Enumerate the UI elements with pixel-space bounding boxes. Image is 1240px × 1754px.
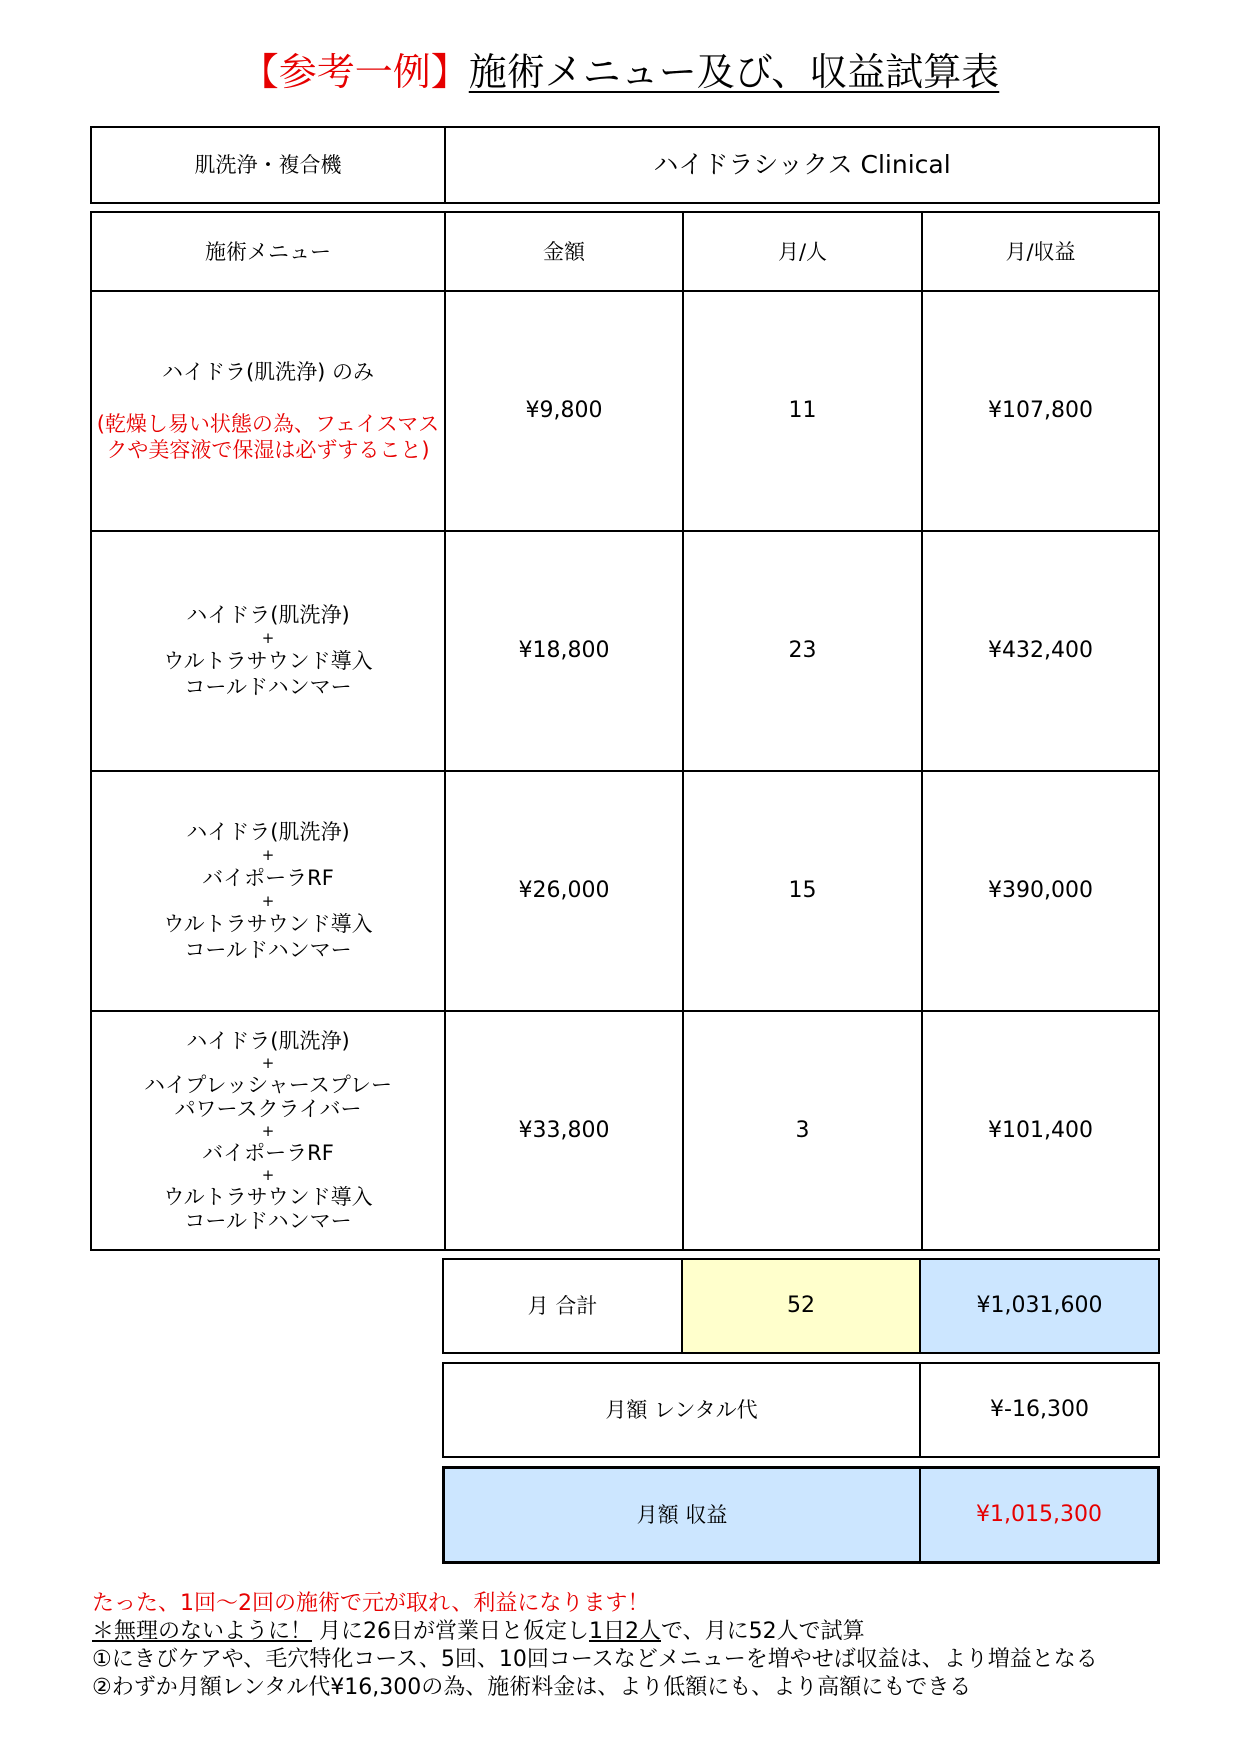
row2-price: ¥18,800 — [518, 638, 610, 663]
profit-label: 月額 収益 — [636, 1503, 728, 1527]
rental-label: 月額 レンタル代 — [605, 1398, 758, 1422]
total-revenue: ¥1,031,600 — [921, 1260, 1158, 1352]
note-line3: ①にきびケアや、毛穴特化コース、5回、10回コースなどメニューを増やせば収益は、より増益となる — [92, 1647, 1098, 1672]
rental-value: ¥-16,300 — [990, 1397, 1089, 1422]
column-header-per-month: 月/人 — [777, 239, 828, 264]
row1-menu-cell — [92, 292, 444, 530]
monthly-profit-table — [442, 1466, 1160, 1564]
row3-price: ¥26,000 — [518, 878, 610, 903]
title-main: 施術メニュー及び、収益試算表 — [468, 50, 1000, 94]
total-label: 月 合計 — [527, 1294, 598, 1318]
row1-note-line1: (乾燥し易い状態の為、フェイスマス — [96, 412, 440, 436]
row4-count: 3 — [795, 1117, 810, 1143]
row4-menu-cell: ハイドラ(肌洗浄) + ハイプレッシャースプレー パワースクライバー + バイポーラRF + ウルトラサウンド導入 コールドハンマー — [143, 1028, 392, 1233]
row1-price: ¥9,800 — [525, 398, 603, 423]
row4-price: ¥33,800 — [518, 1117, 610, 1143]
page-title — [0, 42, 1240, 102]
category-label: 肌洗浄・複合機 — [194, 153, 342, 177]
rental-fee-table — [442, 1362, 1160, 1458]
note-line2: ＊無理のないように！ 月に26日が営業日と仮定し1日2人で、月に52人で試算 — [92, 1619, 865, 1644]
row3-revenue: ¥390,000 — [988, 878, 1093, 903]
title-prefix: 【参考一例】 — [240, 50, 469, 94]
row2-menu-cell: ハイドラ(肌洗浄) + ウルトラサウンド導入 コールドハンマー — [163, 603, 373, 699]
monthly-total-table — [442, 1258, 1160, 1354]
row1-menu: ハイドラ(肌洗浄) のみ — [161, 360, 375, 384]
total-count: 52 — [683, 1260, 919, 1352]
row3-count: 15 — [788, 878, 817, 903]
row2-count: 23 — [788, 638, 817, 663]
machine-name: ハイドラシックス Clinical — [653, 150, 951, 179]
notes — [92, 1590, 1202, 1702]
row1-count: 11 — [788, 398, 817, 423]
note-line4: ②わずか月額レンタル代¥16,300の為、施術料金は、より低額にも、より高額にもできる — [92, 1675, 972, 1700]
profit-value: ¥1,015,300 — [976, 1502, 1102, 1527]
column-header-price: 金額 — [543, 239, 585, 264]
row3-menu-cell: ハイドラ(肌洗浄) + バイポーラRF + ウルトラサウンド導入 コールドハンマー — [163, 820, 373, 962]
row2-revenue: ¥432,400 — [988, 638, 1093, 663]
note-line1: たった、1回～2回の施術で元が取れ、利益になります！ — [92, 1591, 650, 1616]
machine-cell — [446, 128, 1158, 202]
row4-revenue: ¥101,400 — [988, 1117, 1093, 1143]
row1-revenue: ¥107,800 — [988, 398, 1093, 423]
column-header-menu: 施術メニュー — [205, 239, 331, 264]
column-header-revenue: 月/収益 — [1005, 239, 1076, 264]
row1-note-line2: クや美容液で保湿は必ずすること) — [106, 438, 430, 462]
category-cell — [92, 128, 444, 202]
machine-header-table — [90, 126, 1160, 204]
menu-table — [90, 211, 1160, 1251]
